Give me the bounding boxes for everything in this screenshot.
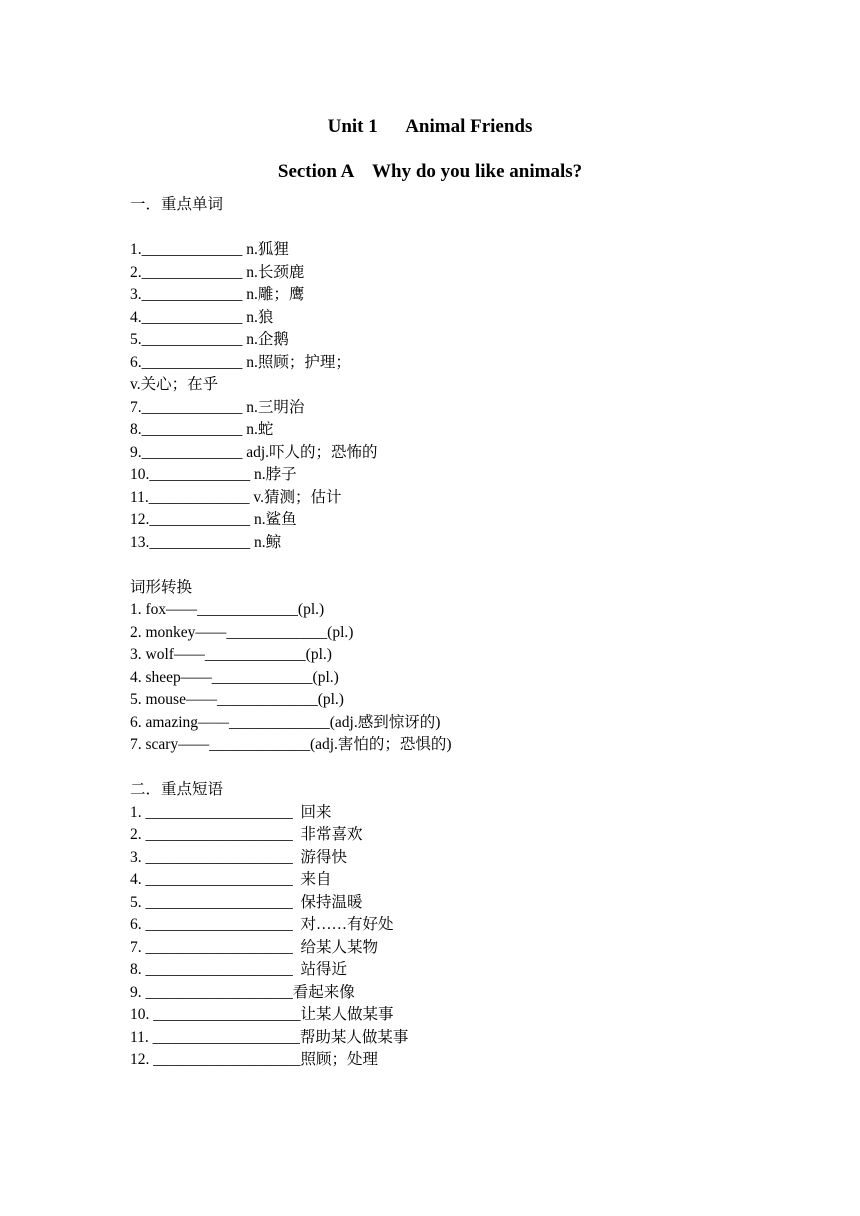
word-item: 13._____________ n.鲸 <box>130 533 282 551</box>
word-item: 1._____________ n.狐狸 <box>130 241 289 258</box>
word-form-item: 5. mouse——_____________(pl.) <box>130 691 344 708</box>
word-form-item: 2. monkey——_____________(pl.) <box>130 623 354 641</box>
word-item: 9._____________ adj.吓人的；恐怖的 <box>130 443 378 461</box>
word-form-item: 7. scary——_____________(adj.害怕的；恐惧的) <box>130 736 452 753</box>
worksheet-body <box>130 194 750 1072</box>
spacer <box>130 217 750 240</box>
word-form-item: 3. wolf——_____________(pl.) <box>130 646 332 663</box>
phrase-item: 3. ___________________ 游得快 <box>130 848 348 866</box>
word-item: 12._____________ n.鲨鱼 <box>130 511 297 528</box>
key-phrases-heading: 二．重点短语 <box>130 781 224 798</box>
phrase-item: 5. ___________________ 保持温暖 <box>130 893 363 911</box>
word-form-item: 4. sheep——_____________(pl.) <box>130 668 339 686</box>
word-item: 6._____________ n.照顾；护理； <box>130 353 351 371</box>
word-item: 11._____________ v.猜测；估计 <box>130 488 342 506</box>
word-item: 3._____________ n.雕；鹰 <box>130 286 305 303</box>
phrase-item: 8. ___________________ 站得近 <box>130 961 348 978</box>
spacer <box>130 554 750 577</box>
word-item: 5._____________ n.企鹅 <box>130 331 289 348</box>
key-words-list <box>130 239 750 554</box>
unit-title: Unit 1 Animal Friends <box>327 116 533 137</box>
key-words-heading: 一．重点单词 <box>130 196 224 213</box>
word-item: 2._____________ n.长颈鹿 <box>130 263 305 281</box>
phrase-item: 4. ___________________ 来自 <box>130 871 332 888</box>
word-forms-list <box>130 599 750 757</box>
word-forms-heading: 词形转换 <box>130 578 193 596</box>
phrase-item: 1. ___________________ 回来 <box>130 803 332 821</box>
phrase-item: 2. ___________________ 非常喜欢 <box>130 826 363 843</box>
phrase-item: 6. ___________________ 对……有好处 <box>130 916 394 933</box>
word-form-item: 1. fox——_____________(pl.) <box>130 601 325 618</box>
word-form-item: 6. amazing——_____________(adj.感到惊讶的) <box>130 713 441 731</box>
word-item: 8._____________ n.蛇 <box>130 421 274 438</box>
phrase-item: 7. ___________________ 给某人某物 <box>130 938 379 956</box>
phrase-item: 10. ___________________让某人做某事 <box>130 1006 394 1023</box>
word-item-continued: v.关心；在乎 <box>130 376 219 393</box>
word-item: 4._____________ n.狼 <box>130 308 274 326</box>
phrase-item: 9. ___________________看起来像 <box>130 983 355 1001</box>
phrase-item: 12. ___________________照顾；处理 <box>130 1051 379 1068</box>
spacer <box>130 757 750 780</box>
phrase-item: 11. ___________________帮助某人做某事 <box>130 1028 409 1046</box>
section-title: Section A Why do you like animals? <box>277 161 583 182</box>
word-item: 10._____________ n.脖子 <box>130 466 297 483</box>
word-item: 7._____________ n.三明治 <box>130 398 305 416</box>
key-phrases-list <box>130 802 750 1072</box>
